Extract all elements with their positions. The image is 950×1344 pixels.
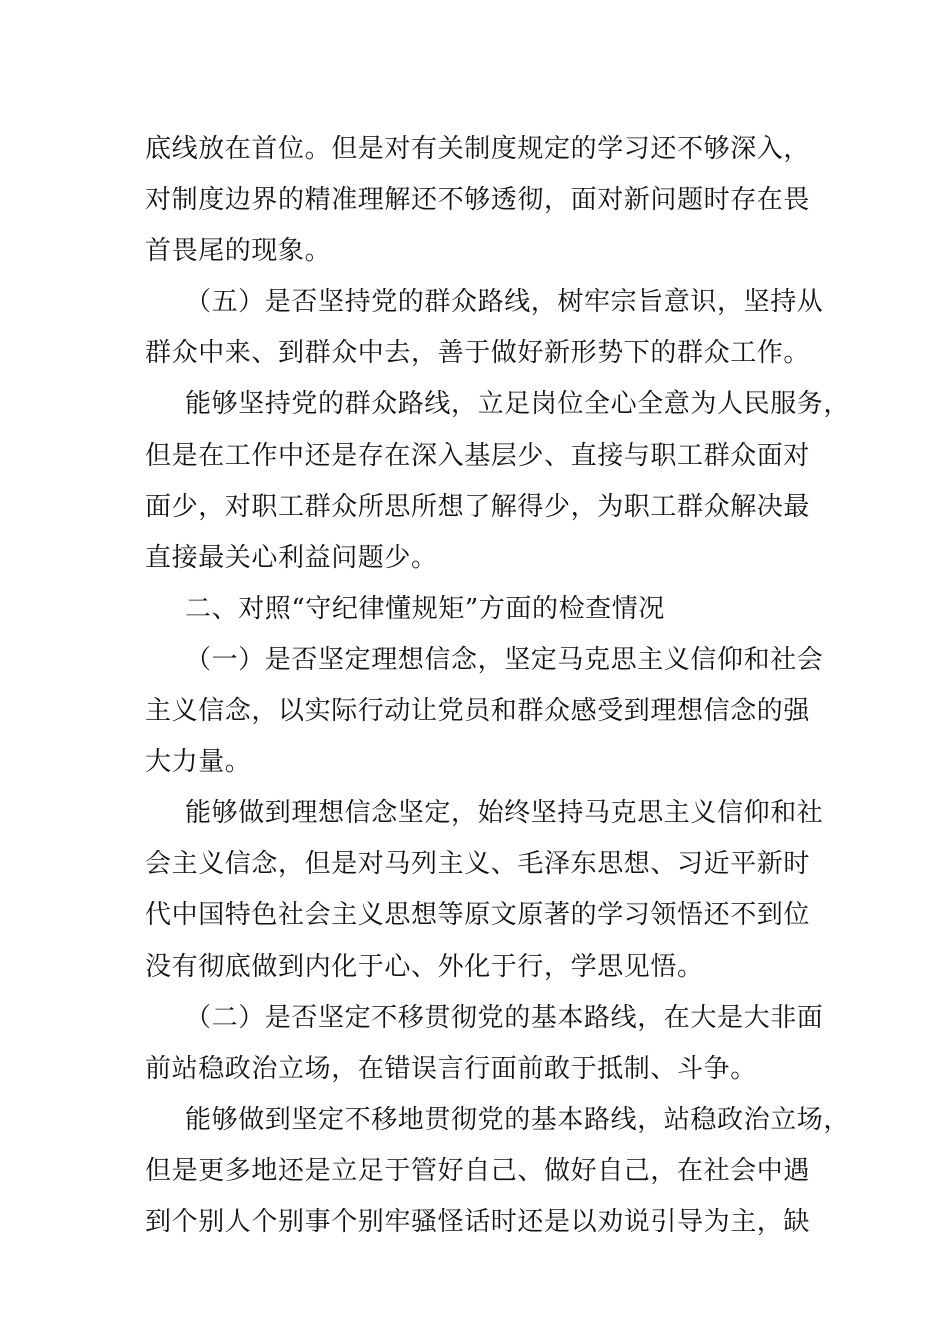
text-line: 主义信念，以实际行动让党员和群众感受到理想信念的强 — [145, 696, 811, 727]
text-line: 能够做到理想信念坚定，始终坚持马克思主义信仰和社 — [185, 798, 824, 829]
text-line: 到个别人个别事个别牢骚怪话时还是以劝说引导为主，缺 — [145, 1206, 811, 1237]
text-line: 但是更多地还是立足于管好自己、做好自己，在社会中遇 — [145, 1155, 811, 1186]
document-body — [145, 124, 851, 1248]
text-line: 能够做到坚定不移地贯彻党的基本路线，站稳政治立场， — [185, 1104, 851, 1135]
text-line: 能够坚持党的群众路线，立足岗位全心全意为人民服务， — [185, 389, 851, 420]
text-line: 代中国特色社会主义思想等原文原著的学习领悟还不到位 — [145, 900, 811, 931]
text-line: （五）是否坚持党的群众路线，树牢宗旨意识，坚持从 — [185, 287, 824, 318]
text-line: 群众中来、到群众中去，善于做好新形势下的群众工作。 — [145, 338, 811, 369]
text-line: 大力量。 — [145, 747, 252, 778]
text-line: 二、对照“守纪律懂规矩”方面的检查情况 — [185, 593, 665, 624]
text-line: 没有彻底做到内化于心、外化于行，学思见悟。 — [145, 951, 704, 982]
text-line: （二）是否坚定不移贯彻党的基本路线，在大是大非面 — [185, 1002, 824, 1033]
text-line: 面少，对职工群众所思所想了解得少，为职工群众解决最 — [145, 491, 811, 522]
text-line: 直接最关心利益问题少。 — [145, 542, 438, 573]
text-line: 会主义信念，但是对马列主义、毛泽东思想、习近平新时 — [145, 849, 811, 880]
text-line: 前站稳政治立场，在错误言行面前敢于抵制、斗争。 — [145, 1053, 757, 1084]
text-line: 首畏尾的现象。 — [145, 236, 332, 267]
text-line: 对制度边界的精准理解还不够透彻，面对新问题时存在畏 — [145, 185, 811, 216]
text-line: （一）是否坚定理想信念，坚定马克思主义信仰和社会 — [185, 644, 824, 675]
text-line: 但是在工作中还是存在深入基层少、直接与职工群众面对 — [145, 440, 811, 471]
text-line: 底线放在首位。但是对有关制度规定的学习还不够深入， — [145, 134, 811, 164]
